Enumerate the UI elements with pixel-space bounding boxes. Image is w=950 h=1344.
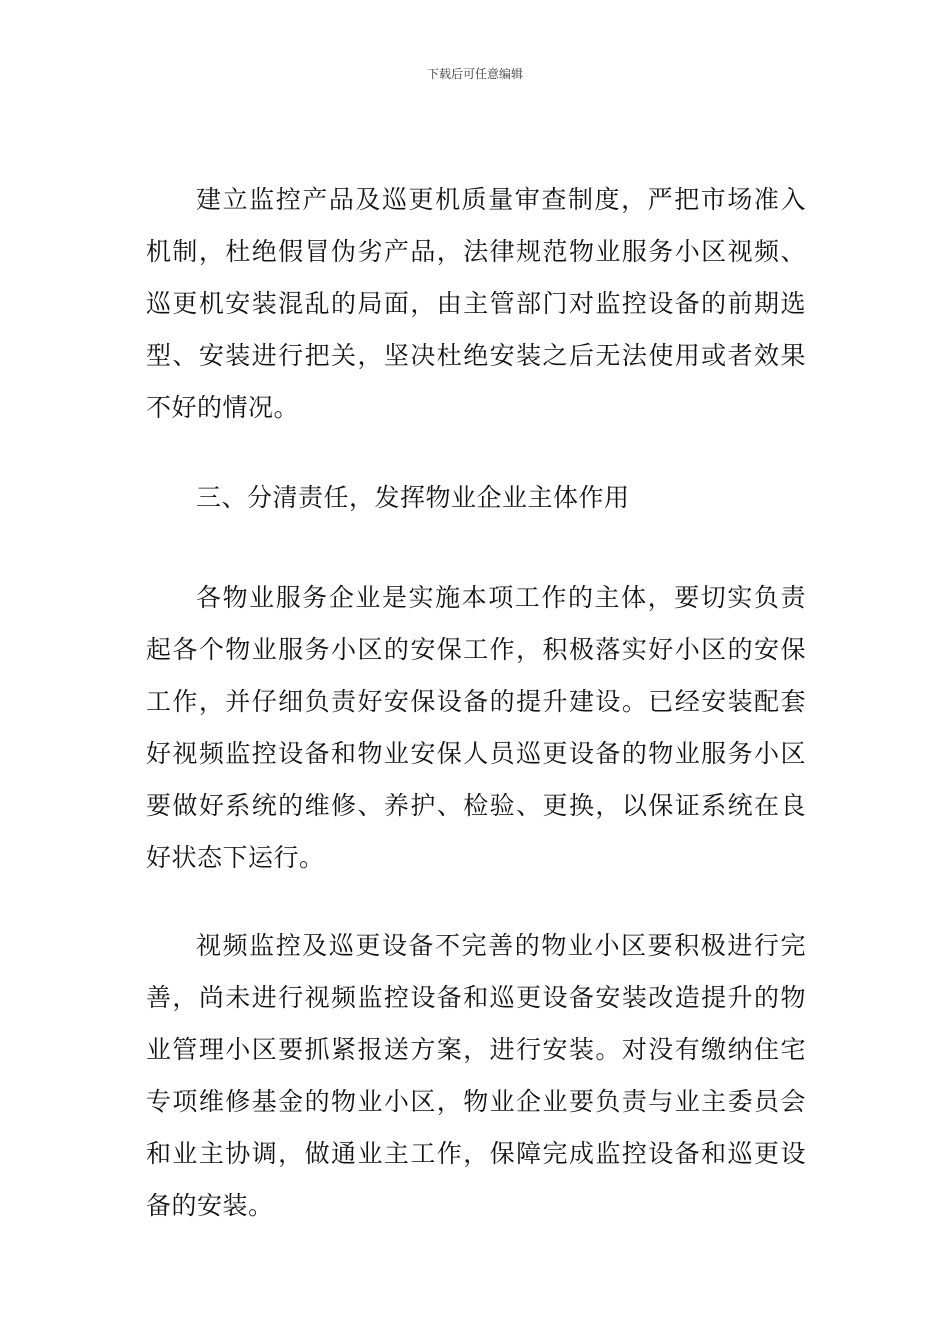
paragraph-quality-review: 建立监控产品及巡更机质量审查制度，严把市场准入机制，杜绝假冒伪劣产品，法律规范物业服务小区视频、巡更机安装混乱的局面，由主管部门对监控设备的前期选型、安装进行把关，坚决杜绝安装之后无法使用或者效果不好的情况。 — [146, 185, 806, 422]
paragraph-equipment-improvement: 视频监控及巡更设备不完善的物业小区要积极进行完善，尚未进行视频监控设备和巡更设备安装改造提升的物业管理小区要抓紧报送方案，进行安装。对没有缴纳住宅专项维修基金的物业小区，物业企业要负责与业主委员会和业主协调，做通业主工作，保障完成监控设备和巡更设备的安装。 — [146, 931, 806, 1220]
page-header-note: 下载后可任意编辑 — [426, 67, 523, 81]
paragraph-property-enterprise-role: 各物业服务企业是实施本项工作的主体，要切实负责起各个物业服务小区的安保工作，积极落实好小区的安保工作，并仔细负责好安保设备的提升建设。已经安装配套好视频监控设备和物业安保人员巡更设备的物业服务小区要做好系统的维修、养护、检验、更换，以保证系统在良好状态下运行。 — [146, 583, 806, 872]
section-heading-responsibility: 三、分清责任，发挥物业企业主体作用 — [196, 483, 630, 512]
